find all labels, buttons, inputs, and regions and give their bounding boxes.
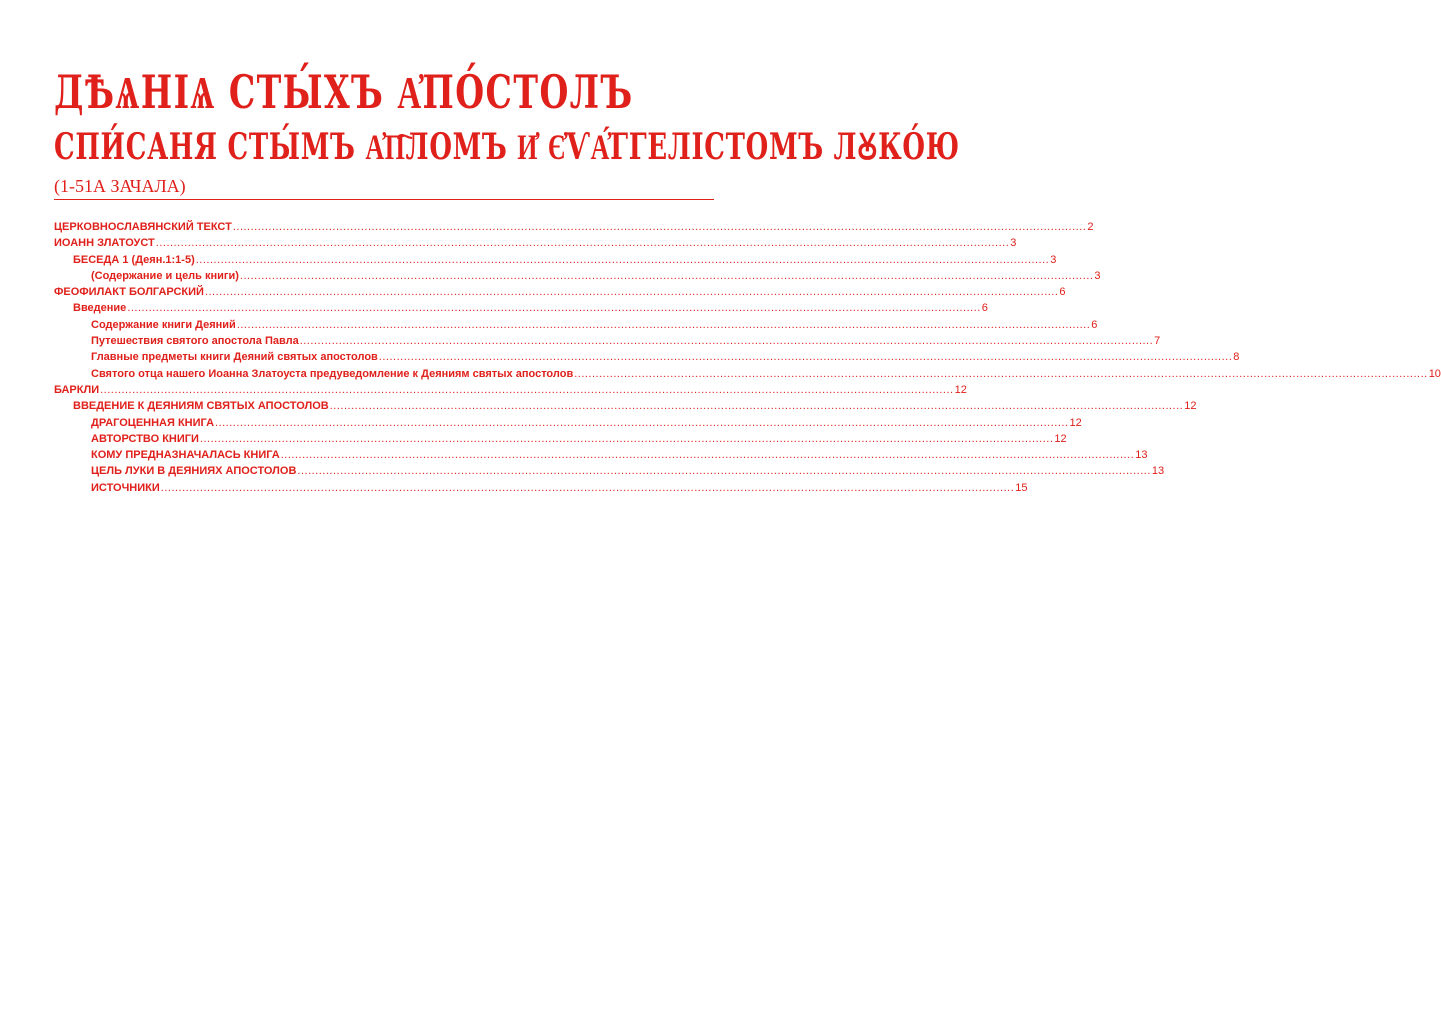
toc-leader-dots — [127, 300, 980, 316]
toc-entry-introduction[interactable] — [54, 300, 988, 316]
toc-entry-theophylact[interactable] — [54, 284, 1066, 300]
toc-entry-label: Содержание книги Деяний — [91, 318, 236, 331]
toc-page-number: 8 — [1233, 351, 1240, 364]
toc-entry-label: ФЕОФИЛАКТ БОЛГАРСКИЙ — [54, 286, 204, 299]
toc-leader-dots — [161, 480, 1014, 496]
toc-leader-dots — [297, 463, 1150, 479]
title-zachala: (1-51А ЗАЧАЛА) — [54, 176, 186, 196]
toc-page-number: 12 — [1184, 400, 1197, 413]
toc-page-number: 12 — [1069, 416, 1082, 429]
toc-page-number: 7 — [1154, 335, 1161, 348]
toc-page-number: 13 — [1135, 449, 1148, 462]
toc-page-number: 6 — [981, 302, 988, 315]
toc-leader-dots — [215, 415, 1068, 431]
toc-entry-chrysostom[interactable] — [54, 235, 1017, 251]
toc-entry-label: ДРАГОЦЕННАЯ КНИГА — [91, 416, 215, 429]
toc-entry-authorship[interactable] — [54, 431, 1067, 447]
toc-leader-dots — [100, 382, 953, 398]
toc-entry-homily-1[interactable] — [54, 252, 1057, 268]
toc-leader-dots — [379, 349, 1232, 365]
toc-leader-dots — [156, 235, 1009, 251]
toc-entry-content-purpose[interactable] — [54, 268, 1101, 284]
toc-entry-barclay[interactable] — [54, 382, 967, 398]
toc-leader-dots — [300, 333, 1153, 349]
toc-page-number: 12 — [1054, 432, 1067, 445]
toc-entry-label: БЕСЕДА 1 (Деян.1:1-5) — [73, 253, 195, 266]
toc-page-number: 15 — [1015, 481, 1028, 494]
toc-page-number: 6 — [1059, 286, 1066, 299]
toc-page-number: 3 — [1050, 253, 1057, 266]
toc-page-number: 3 — [1094, 269, 1101, 282]
toc-leader-dots — [281, 447, 1134, 463]
toc-entry-barclay-introduction[interactable] — [54, 398, 1197, 414]
toc-entry-label: Введение — [73, 302, 127, 315]
toc-page-number: 3 — [1010, 237, 1017, 250]
toc-entry-chrysostom-preface[interactable] — [54, 366, 1441, 382]
toc-entry-label: БАРКЛИ — [54, 383, 100, 396]
toc-entry-label: ВВЕДЕНИЕ К ДЕЯНИЯМ СВЯТЫХ АПОСТОЛОВ — [73, 400, 329, 413]
toc-entry-label: Святого отца нашего Иоанна Златоуста предуведомление к Деяниям святых апостолов — [91, 367, 574, 380]
toc-entry-label: ИСТОЧНИКИ — [91, 481, 160, 494]
toc-entry-church-slavonic[interactable] — [54, 219, 1094, 235]
toc-entry-label: (Содержание и цель книги) — [91, 269, 239, 282]
toc-leader-dots — [205, 284, 1058, 300]
toc-page-number: 12 — [954, 383, 967, 396]
toc-entry-book-content[interactable] — [54, 317, 1098, 333]
toc-entry-label: КОМУ ПРЕДНАЗНАЧАЛАСЬ КНИГА — [91, 449, 280, 462]
toc-page-number: 2 — [1087, 221, 1094, 233]
toc-entry-label: ЦЕРКОВНОСЛАВЯНСКИЙ ТЕКСТ — [54, 221, 232, 233]
toc-leader-dots — [196, 252, 1049, 268]
toc-entry-label: АВТОРСТВО КНИГИ — [91, 432, 199, 445]
toc-entry-intended-audience[interactable] — [54, 447, 1148, 463]
toc-page-number: 6 — [1091, 318, 1098, 331]
table-of-contents — [54, 219, 1441, 496]
toc-entry-label: Путешествия святого апостола Павла — [91, 335, 299, 348]
toc-entry-label: ЦЕЛЬ ЛУКИ В ДЕЯНИЯХ АПОСТОЛОВ — [91, 465, 297, 478]
toc-entry-main-subjects[interactable] — [54, 349, 1240, 365]
header-divider — [54, 199, 714, 200]
toc-leader-dots — [240, 268, 1093, 284]
toc-leader-dots — [574, 366, 1427, 382]
toc-entry-label: Главные предметы книги Деяний святых апостолов — [91, 351, 378, 364]
title-subtitle: СПИ́САНЯ СТЫ́МЪ А҆П҇ЛОМЪ И҆ Є҆ѴА҆́ГГЕЛІСТОМЪ ЛꙊКО́Ю — [54, 126, 960, 168]
toc-entry-paul-journeys[interactable] — [54, 333, 1161, 349]
toc-entry-luke-purpose[interactable] — [54, 463, 1165, 479]
toc-entry-label: ИОАНН ЗЛАТОУСТ — [54, 237, 155, 250]
toc-leader-dots — [330, 398, 1183, 414]
toc-page-number: 13 — [1151, 465, 1165, 478]
toc-leader-dots — [237, 317, 1090, 333]
toc-entry-precious-book[interactable] — [54, 415, 1082, 431]
toc-leader-dots — [200, 431, 1053, 447]
toc-leader-dots — [233, 219, 1086, 235]
title-main: ДѢѦНІѦ СТЫ́ХЪ А҆ПО́СТОЛЪ — [54, 65, 634, 119]
toc-page-number: 10 — [1428, 367, 1441, 380]
toc-entry-sources[interactable] — [54, 480, 1028, 496]
